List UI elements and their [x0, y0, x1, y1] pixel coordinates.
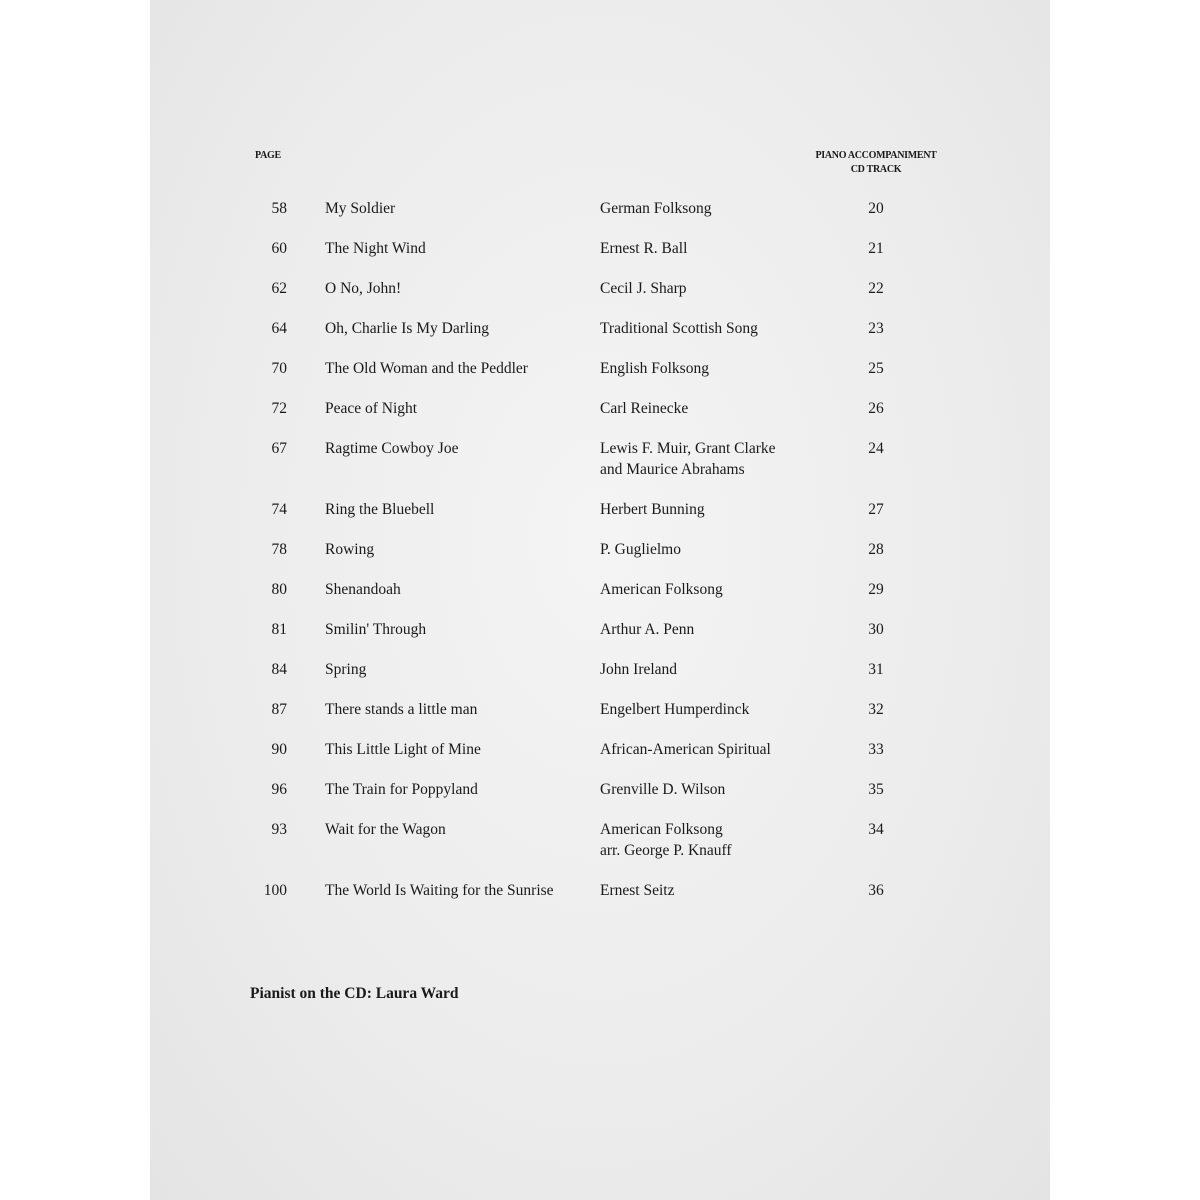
composer: Arthur A. Penn — [600, 621, 695, 638]
cd-track-number: 31 — [868, 661, 884, 678]
song-title: My Soldier — [325, 200, 396, 217]
table-row — [0, 739, 1200, 779]
cd-track-number: 30 — [868, 621, 884, 638]
table-row — [0, 238, 1200, 278]
page-column-header: PAGE — [255, 150, 281, 161]
table-row — [0, 278, 1200, 318]
page-number: 62 — [271, 280, 287, 297]
contents-table — [0, 198, 1200, 920]
page-number: 96 — [271, 781, 287, 798]
song-title: Shenandoah — [325, 581, 401, 598]
page-number: 67 — [271, 440, 287, 457]
table-row — [0, 438, 1200, 499]
table-row — [0, 539, 1200, 579]
cd-track-number: 35 — [868, 781, 884, 798]
track-header-line2: CD TRACK — [850, 164, 902, 175]
page-number: 64 — [271, 320, 287, 337]
cd-track-number: 20 — [868, 200, 884, 217]
cd-track-number: 29 — [868, 581, 884, 598]
composer: American Folksong — [600, 581, 723, 598]
composer: American Folksong arr. George P. Knauff — [600, 821, 732, 859]
page-number: 81 — [271, 621, 287, 638]
table-row — [0, 318, 1200, 358]
page-number: 78 — [271, 541, 287, 558]
song-title: O No, John! — [325, 280, 402, 297]
composer: Carl Reinecke — [600, 400, 689, 417]
table-row — [0, 699, 1200, 739]
table-row — [0, 880, 1200, 920]
table-row — [0, 198, 1200, 238]
cd-track-number: 24 — [868, 440, 884, 457]
cd-track-number: 32 — [868, 701, 884, 718]
song-title: The World Is Waiting for the Sunrise — [325, 882, 554, 899]
song-title: The Train for Poppyland — [325, 781, 478, 798]
composer: African-American Spiritual — [600, 741, 771, 758]
composer: German Folksong — [600, 200, 712, 217]
table-row — [0, 499, 1200, 539]
song-title: The Old Woman and the Peddler — [325, 360, 528, 377]
composer: Grenville D. Wilson — [600, 781, 726, 798]
cd-track-number: 23 — [868, 320, 884, 337]
song-title: There stands a little man — [325, 701, 478, 718]
page-number: 58 — [271, 200, 287, 217]
song-title: Peace of Night — [325, 400, 418, 417]
page-number: 100 — [263, 882, 287, 899]
cd-track-number: 33 — [868, 741, 884, 758]
table-row — [0, 619, 1200, 659]
cd-track-number: 25 — [868, 360, 884, 377]
table-row — [0, 398, 1200, 438]
composer: P. Guglielmo — [600, 541, 681, 558]
cd-track-number: 34 — [868, 821, 884, 838]
page-number: 93 — [271, 821, 287, 838]
composer: John Ireland — [600, 661, 678, 678]
cd-track-number: 27 — [868, 501, 884, 518]
composer: Ernest R. Ball — [600, 240, 688, 257]
page-number: 80 — [271, 581, 287, 598]
song-title: Smilin' Through — [325, 621, 427, 638]
pianist-credit: Pianist on the CD: Laura Ward — [250, 985, 459, 1002]
page-number: 70 — [271, 360, 287, 377]
song-title: Wait for the Wagon — [325, 821, 446, 838]
table-row — [0, 579, 1200, 619]
composer: Herbert Bunning — [600, 501, 705, 518]
song-title: The Night Wind — [325, 240, 426, 257]
cd-track-number: 21 — [868, 240, 884, 257]
song-title: Ragtime Cowboy Joe — [325, 440, 459, 457]
table-row — [0, 659, 1200, 699]
composer: Lewis F. Muir, Grant Clarke and Maurice Abrahams — [600, 440, 776, 478]
cd-track-number: 28 — [868, 541, 884, 558]
composer: Engelbert Humperdinck — [600, 701, 750, 718]
page-number: 74 — [271, 501, 287, 518]
composer: Cecil J. Sharp — [600, 280, 687, 297]
page-number: 60 — [271, 240, 287, 257]
song-title: Ring the Bluebell — [325, 501, 435, 518]
cd-track-number: 36 — [868, 882, 884, 899]
track-header-line1: PIANO ACCOMPANIMENT — [815, 150, 937, 161]
page-number: 87 — [271, 701, 287, 718]
page-number: 90 — [271, 741, 287, 758]
song-title: Rowing — [325, 541, 375, 558]
page-number: 72 — [271, 400, 287, 417]
table-row — [0, 358, 1200, 398]
page-number: 84 — [271, 661, 287, 678]
table-row — [0, 779, 1200, 819]
song-title: This Little Light of Mine — [325, 741, 481, 758]
composer: English Folksong — [600, 360, 709, 377]
song-title: Spring — [325, 661, 367, 678]
cd-track-number: 22 — [868, 280, 884, 297]
song-title: Oh, Charlie Is My Darling — [325, 320, 490, 337]
cd-track-number: 26 — [868, 400, 884, 417]
composer: Ernest Seitz — [600, 882, 675, 899]
table-row — [0, 819, 1200, 880]
track-column-header — [790, 149, 962, 177]
composer: Traditional Scottish Song — [600, 320, 758, 337]
